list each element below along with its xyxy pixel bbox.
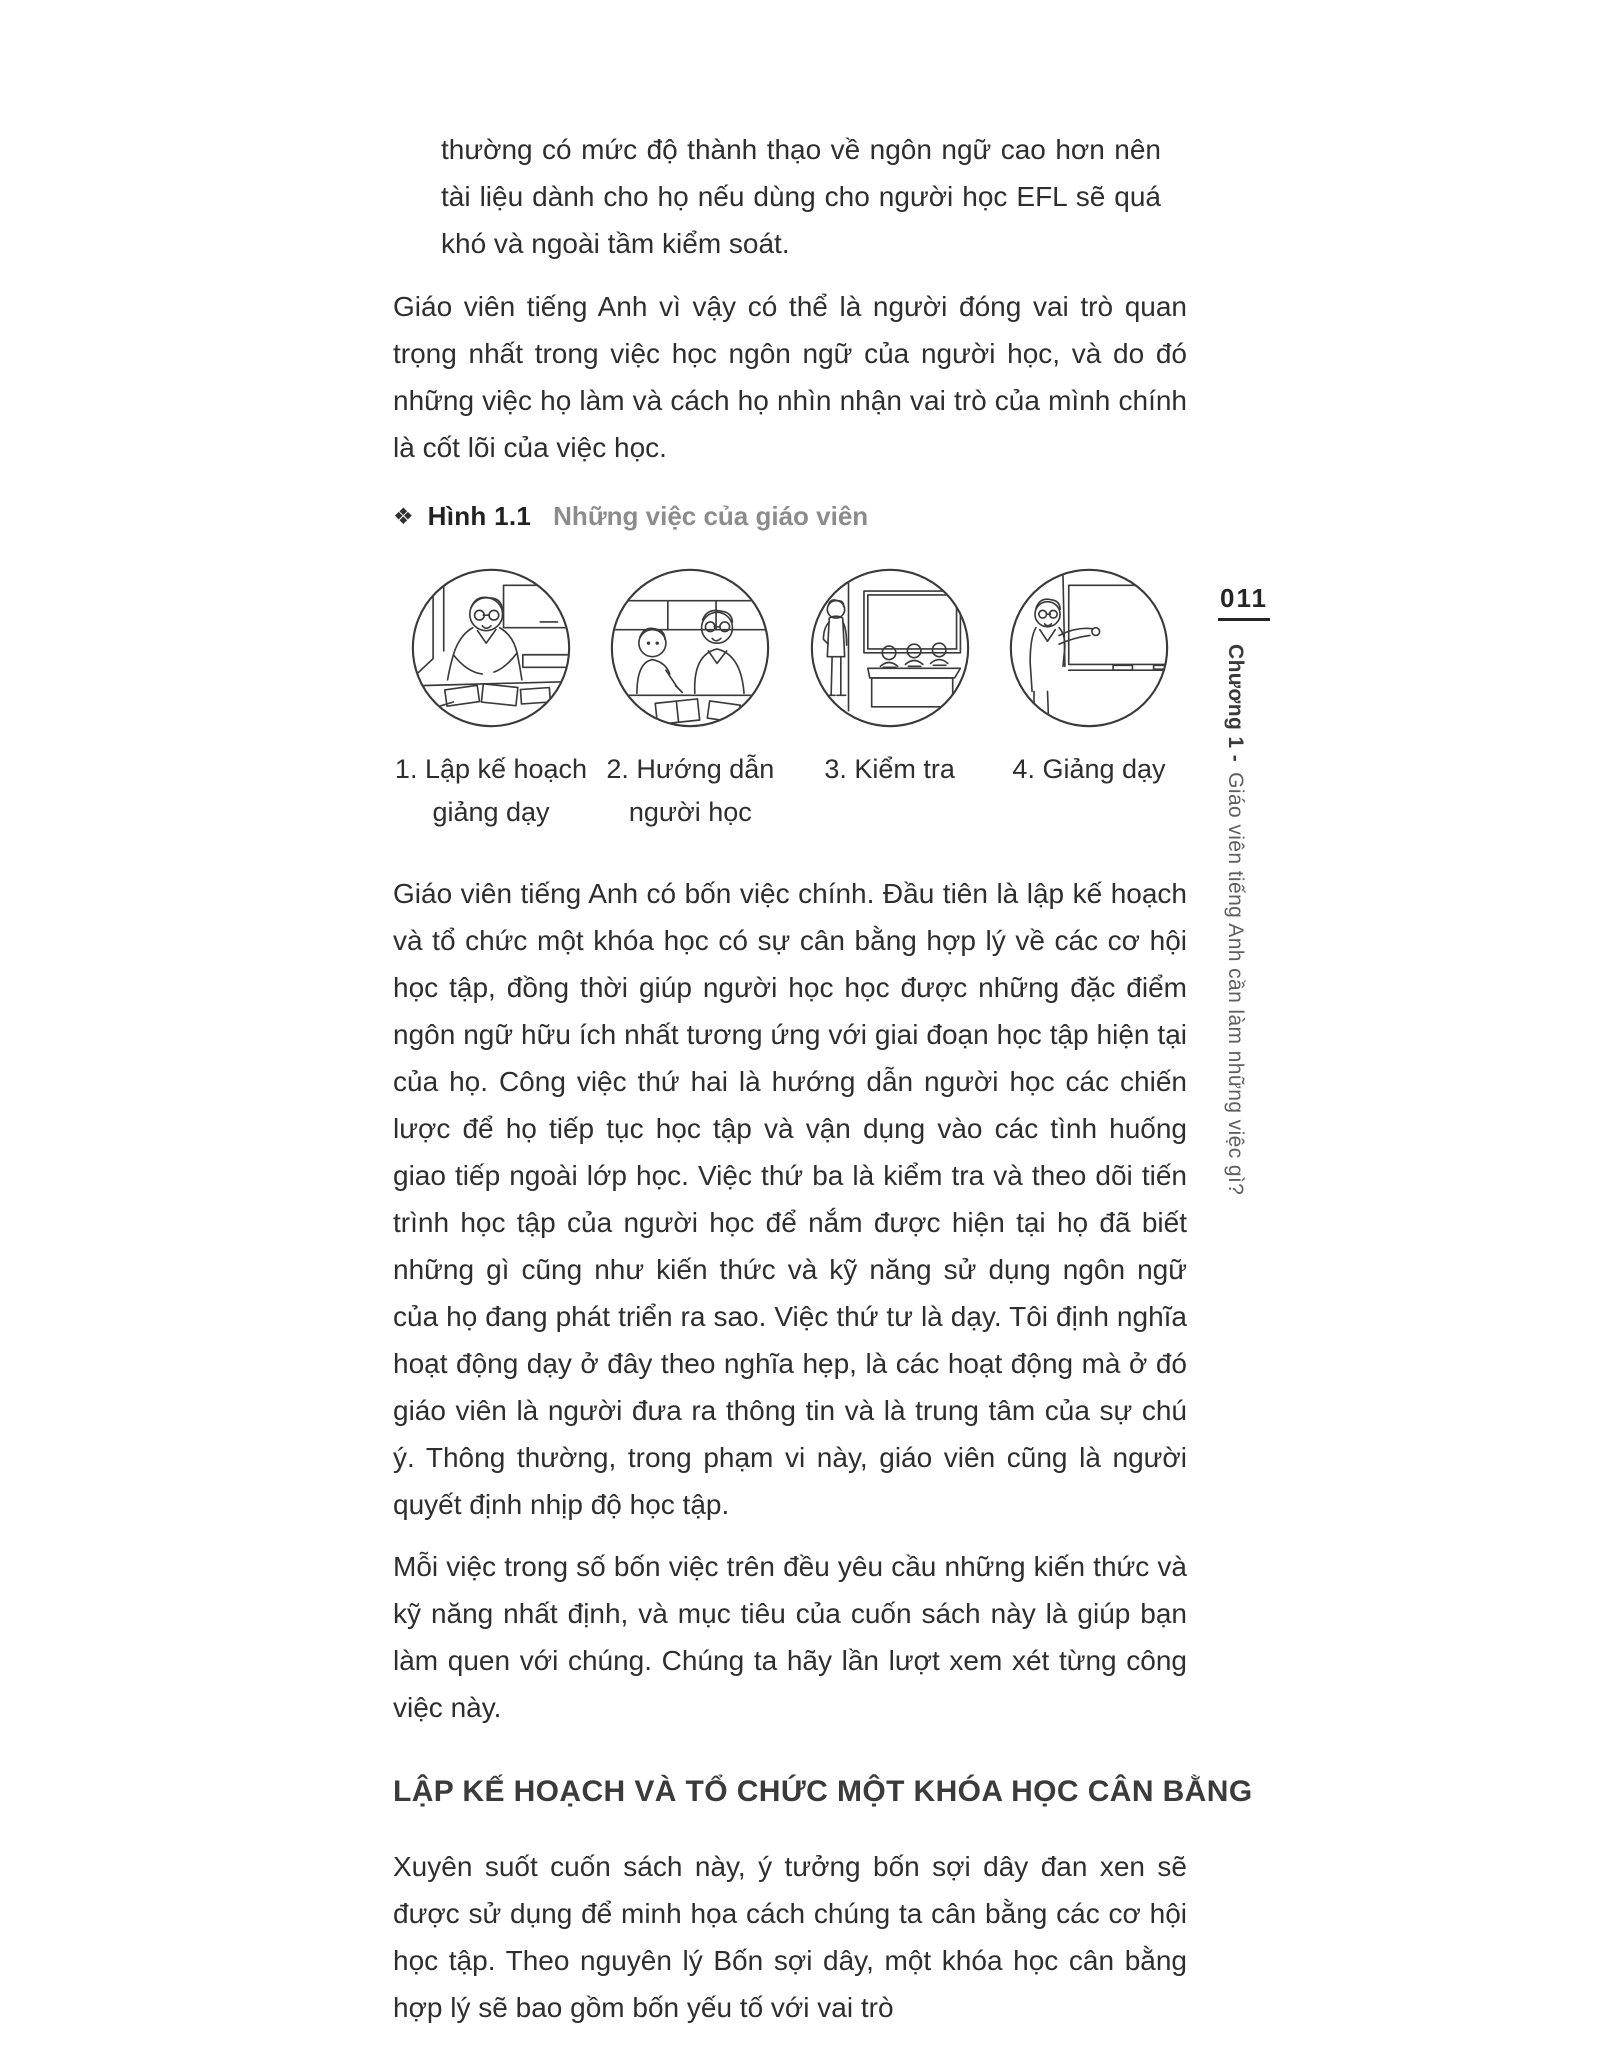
teacher-guiding-learner-illustration [608, 566, 772, 730]
figure-item-planning [393, 566, 589, 834]
section-heading: LẬP KẾ HOẠCH VÀ TỔ CHỨC MỘT KHÓA HỌC CÂN BẰNG [393, 1775, 1253, 1808]
chapter-margin-text [1223, 644, 1247, 1195]
figure-item-label: 1. Lập kế hoạch giảng dạy [394, 754, 588, 827]
page-number: 011 [1218, 583, 1270, 621]
figure-item-testing [792, 566, 988, 834]
figure-item-teaching [991, 566, 1187, 834]
figure-item-label: 2. Hướng dẫn người học [606, 754, 775, 827]
quote-paragraph: thường có mức độ thành thạo về ngôn ngữ cao hơn nên tài liệu dành cho họ nếu dùng cho người học EFL sẽ quá khó và ngoài tầm kiểm soát. [441, 134, 1161, 259]
paragraph-four-jobs: Giáo viên tiếng Anh có bốn việc chính. Đầu tiên là lập kế hoạch và tổ chức một khóa học có sự cân bằng hợp lý về các cơ hội học tập, đồng thời giúp người học học được những đặc điểm ngôn ngữ hữu ích nhất tương ứng với giai đoạn học tập hiện tại của họ. Công việc thứ hai là hướng dẫn người học các chiến lược để họ tiếp tục học tập và vận dụng vào các tình huống giao tiếp ngoài lớp học. Việc thứ ba là kiểm tra và theo dõi tiến trình học tập của người học để nắm được hiện tại họ đã biết những gì cũng như kiến thức và kỹ năng sử dụng ngôn ngữ của họ đang phát triển ra sao. Việc thứ tư là dạy. Tôi định nghĩa hoạt động dạy ở đây theo nghĩa hẹp, là các hoạt động mà ở đó giáo viên là người đưa ra thông tin và là trung tâm của sự chú ý. Thông thường, trong phạm vi này, giáo viên cũng là người quyết định nhịp độ học tập. [393, 878, 1187, 1520]
figure-item-label: 3. Kiểm tra [824, 754, 955, 784]
figure-item-guiding [592, 566, 788, 834]
teacher-planning-illustration [409, 566, 573, 730]
chapter-title: Giáo viên tiếng Anh cần làm những việc gì? [1224, 772, 1247, 1196]
figure-label: Hình 1.1 [427, 501, 532, 531]
figure-illustration-row [393, 566, 1187, 834]
teacher-testing-illustration [808, 566, 972, 730]
paragraph-strands: Xuyên suốt cuốn sách này, ý tưởng bốn sợi dây đan xen sẽ được sử dụng để minh họa cách chúng ta cân bằng các cơ hội học tập. Theo nguyên lý Bốn sợi dây, một khóa học cân bằng hợp lý sẽ bao gồm bốn yếu tố với vai trò [393, 1851, 1187, 2023]
figure-item-label: 4. Giảng dạy [1012, 754, 1166, 784]
figure-title: Những việc của giáo viên [553, 501, 869, 531]
intro-paragraph: Giáo viên tiếng Anh vì vậy có thể là người đóng vai trò quan trọng nhất trong việc học ngôn ngữ của người học, và do đó những việc họ làm và cách họ nhìn nhận vai trò của mình chính là cốt lõi của việc học. [393, 291, 1187, 463]
figure-caption [393, 501, 1187, 532]
diamond-marker-icon: ❖ [393, 503, 414, 529]
chapter-label: Chương 1 - [1224, 644, 1247, 763]
paragraph-skills: Mỗi việc trong số bốn việc trên đều yêu cầu những kiến thức và kỹ năng nhất định, và mục tiêu của cuốn sách này là giúp bạn làm quen với chúng. Chúng ta hãy lần lượt xem xét từng công việc này. [393, 1551, 1187, 1723]
teacher-teaching-illustration [1007, 566, 1171, 730]
